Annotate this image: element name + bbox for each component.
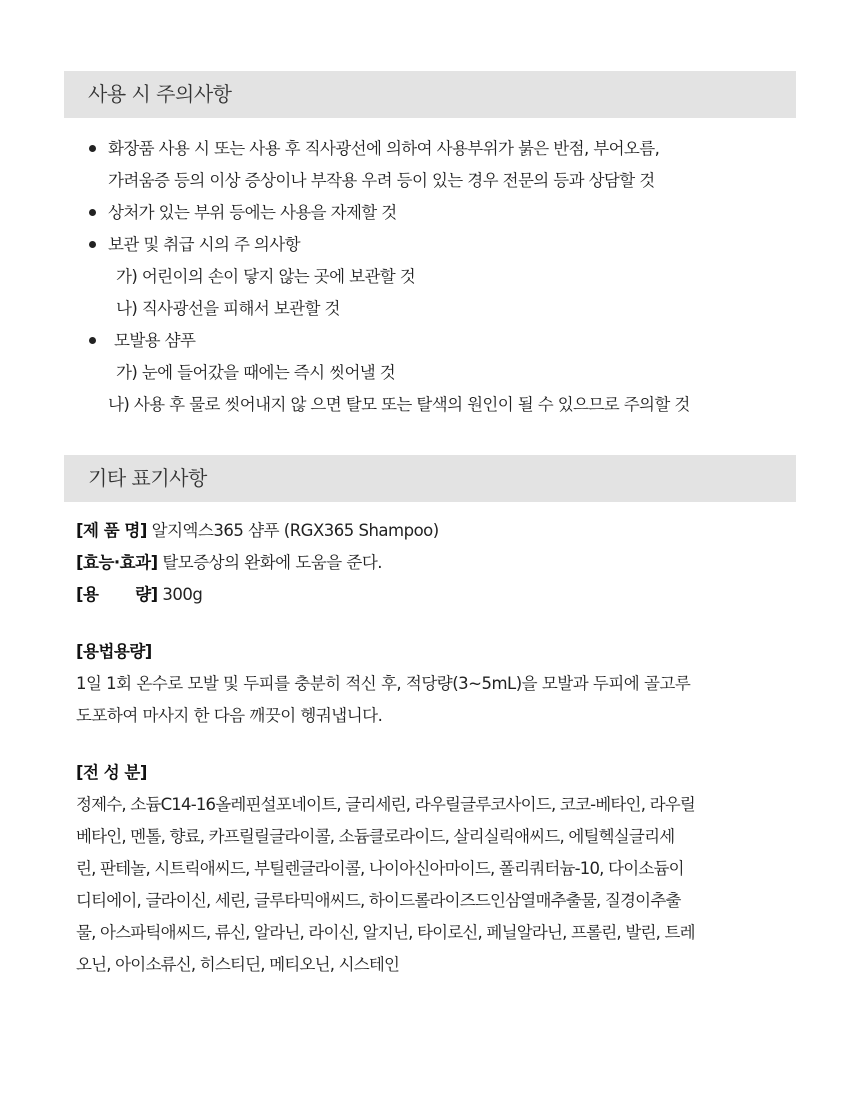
ingredients-list bbox=[76, 789, 796, 981]
usage-line: 도포하여 마사지 한 다음 깨끗이 헹궈냅니다. bbox=[76, 706, 383, 725]
other-info-body bbox=[76, 515, 796, 981]
other-info-header: 기타 표기사항 bbox=[64, 455, 796, 502]
list-item-continuation: 가려움증 등의 이상 증상이나 부작용 우려 등이 있는 경우 전문의 등과 상담할 것 bbox=[108, 171, 655, 190]
usage-label-row bbox=[76, 636, 796, 668]
volume-label: [용 량] bbox=[76, 585, 158, 604]
ingredients-line: 린, 판테놀, 시트릭애씨드, 부틸렌글라이콜, 나이아신아마이드, 폴리쿼터늄-10, 다이소듐이 bbox=[76, 859, 684, 878]
ingredients-label-row bbox=[76, 757, 796, 789]
precautions-header: 사용 시 주의사항 bbox=[64, 71, 796, 118]
ingredients-line: 정제수, 소듐C14-16올레핀설포네이트, 글리세린, 라우릴글루코사이드, 코코-베타인, 라우릴 bbox=[76, 795, 695, 814]
sub-item: 나) 직사광선을 피해서 보관할 것 bbox=[116, 299, 340, 318]
volume-row bbox=[76, 579, 796, 611]
ingredients-line: 디티에이, 글라이신, 세린, 글루타믹애씨드, 하이드롤라이즈드인삼열매추출물, 질경이추출 bbox=[76, 891, 681, 910]
sub-item: 나) 사용 후 물로 씻어내지 않 으면 탈모 또는 탈색의 원인이 될 수 있으므로 주의할 것 bbox=[108, 395, 690, 414]
precautions-list bbox=[84, 133, 804, 421]
usage-line: 1일 1회 온수로 모발 및 두피를 충분히 적신 후, 적당량(3~5mL)을 모발과 두피에 골고루 bbox=[76, 674, 691, 693]
sub-item: 가) 눈에 들어갔을 때에는 즉시 씻어낼 것 bbox=[116, 363, 396, 382]
volume-value: 300g bbox=[162, 585, 203, 604]
list-item: 보관 및 취급 시의 주 의사항 bbox=[84, 229, 804, 261]
product-name-label: [제 품 명] bbox=[76, 521, 147, 540]
usage-label: [용법용량] bbox=[76, 642, 152, 661]
efficacy-row bbox=[76, 547, 796, 579]
product-name-value: 알지엑스365 샴푸 (RGX365 Shampoo) bbox=[151, 521, 439, 540]
list-item: 상처가 있는 부위 등에는 사용을 자제할 것 bbox=[84, 197, 804, 229]
ingredients-line: 베타인, 멘톨, 향료, 카프릴릴글라이콜, 소듐클로라이드, 살리실릭애씨드, 에틸헥실글리세 bbox=[76, 827, 675, 846]
ingredients-label: [전 성 분] bbox=[76, 763, 147, 782]
list-item: 모발용 샴푸 bbox=[84, 325, 804, 357]
efficacy-label: [효능·효과] bbox=[76, 553, 158, 572]
ingredients-line: 물, 아스파틱애씨드, 류신, 알라닌, 라이신, 알지닌, 타이로신, 페닐알라닌, 프롤린, 발린, 트레 bbox=[76, 923, 695, 942]
efficacy-value: 탈모증상의 완화에 도움을 준다. bbox=[162, 553, 383, 572]
sub-item: 가) 어린이의 손이 닿지 않는 곳에 보관할 것 bbox=[116, 267, 416, 286]
ingredients-line: 오닌, 아이소류신, 히스티딘, 메티오닌, 시스테인 bbox=[76, 955, 400, 974]
product-name-row bbox=[76, 515, 796, 547]
list-item: 화장품 사용 시 또는 사용 후 직사광선에 의하여 사용부위가 붉은 반점, 부어오름, bbox=[84, 133, 804, 165]
